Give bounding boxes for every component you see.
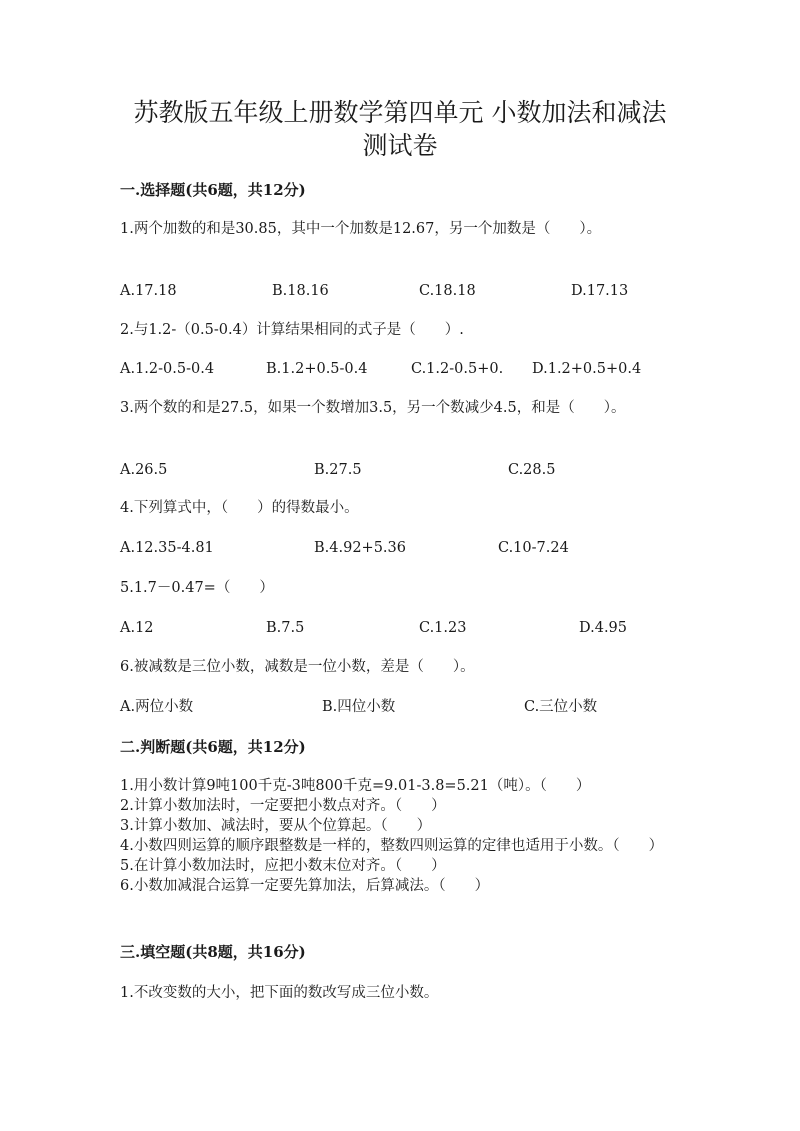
option-6c[interactable]: C.三位小数 — [524, 699, 598, 715]
option-3c[interactable]: C.28.5 — [508, 462, 556, 478]
option-2c[interactable]: C.1.2-0.5+0. — [411, 361, 504, 377]
option-5b[interactable]: B.7.5 — [266, 620, 305, 636]
true-false-item-6: 6.小数加减混合运算一定要先算加法，后算减法。（ ） — [120, 878, 490, 894]
option-1b[interactable]: B.18.16 — [272, 283, 329, 299]
question-5: 5.1.7－0.47=（ ） — [120, 580, 274, 596]
option-4a[interactable]: A.12.35-4.81 — [120, 540, 214, 556]
page-title: 苏教版五年级上册数学第四单元 小数加法和减法 — [133, 98, 667, 127]
fill-in-question-1: 1.不改变数的大小，把下面的数改写成三位小数。 — [120, 985, 439, 1001]
question-1: 1.两个加数的和是30.85，其中一个加数是12.67，另一个加数是（ ）。 — [120, 221, 602, 237]
true-false-item-3: 3.计算小数加、减法时，要从个位算起。（ ） — [120, 818, 432, 834]
option-2b[interactable]: B.1.2+0.5-0.4 — [266, 361, 368, 377]
option-4c[interactable]: C.10-7.24 — [498, 540, 569, 556]
option-3b[interactable]: B.27.5 — [314, 462, 362, 478]
section-header-fill-in: 三.填空题(共8题，共16分) — [120, 943, 306, 961]
question-4: 4.下列算式中，（ ）的得数最小。 — [120, 500, 359, 516]
option-6a[interactable]: A.两位小数 — [120, 699, 194, 715]
option-6b[interactable]: B.四位小数 — [322, 699, 396, 715]
question-2: 2.与1.2-（0.5-0.4）计算结果相同的式子是（ ）. — [120, 322, 464, 338]
option-2a[interactable]: A.1.2-0.5-0.4 — [120, 361, 215, 377]
option-4b[interactable]: B.4.92+5.36 — [314, 540, 406, 556]
option-5d[interactable]: D.4.95 — [579, 620, 628, 636]
true-false-item-2: 2.计算小数加法时，一定要把小数点对齐。（ ） — [120, 798, 446, 814]
true-false-item-4: 4.小数四则运算的顺序跟整数是一样的，整数四则运算的定律也适用于小数。（ ） — [120, 838, 664, 854]
option-1c[interactable]: C.18.18 — [419, 283, 476, 299]
true-false-item-5: 5.在计算小数加法时，应把小数末位对齐。（ ） — [120, 858, 446, 874]
true-false-item-1: 1.用小数计算9吨100千克-3吨800千克=9.01-3.8=5.21（吨）。（ ） — [120, 778, 591, 794]
true-false-list — [120, 776, 665, 896]
question-6: 6.被减数是三位小数，减数是一位小数，差是（ ）。 — [120, 659, 475, 675]
page-title-line2: 测试卷 — [362, 131, 438, 160]
option-5a[interactable]: A.12 — [120, 620, 154, 636]
section-header-true-false: 二.判断题(共6题，共12分) — [120, 738, 306, 756]
option-3a[interactable]: A.26.5 — [120, 462, 168, 478]
option-5c[interactable]: C.1.23 — [419, 620, 467, 636]
section-header-multiple-choice: 一.选择题(共6题，共12分) — [120, 181, 306, 199]
question-3: 3.两个数的和是27.5，如果一个数增加3.5，另一个数减少4.5，和是（ ）。 — [120, 400, 626, 416]
option-1d[interactable]: D.17.13 — [571, 283, 629, 299]
option-1a[interactable]: A.17.18 — [120, 283, 177, 299]
option-2d[interactable]: D.1.2+0.5+0.4 — [532, 361, 642, 377]
